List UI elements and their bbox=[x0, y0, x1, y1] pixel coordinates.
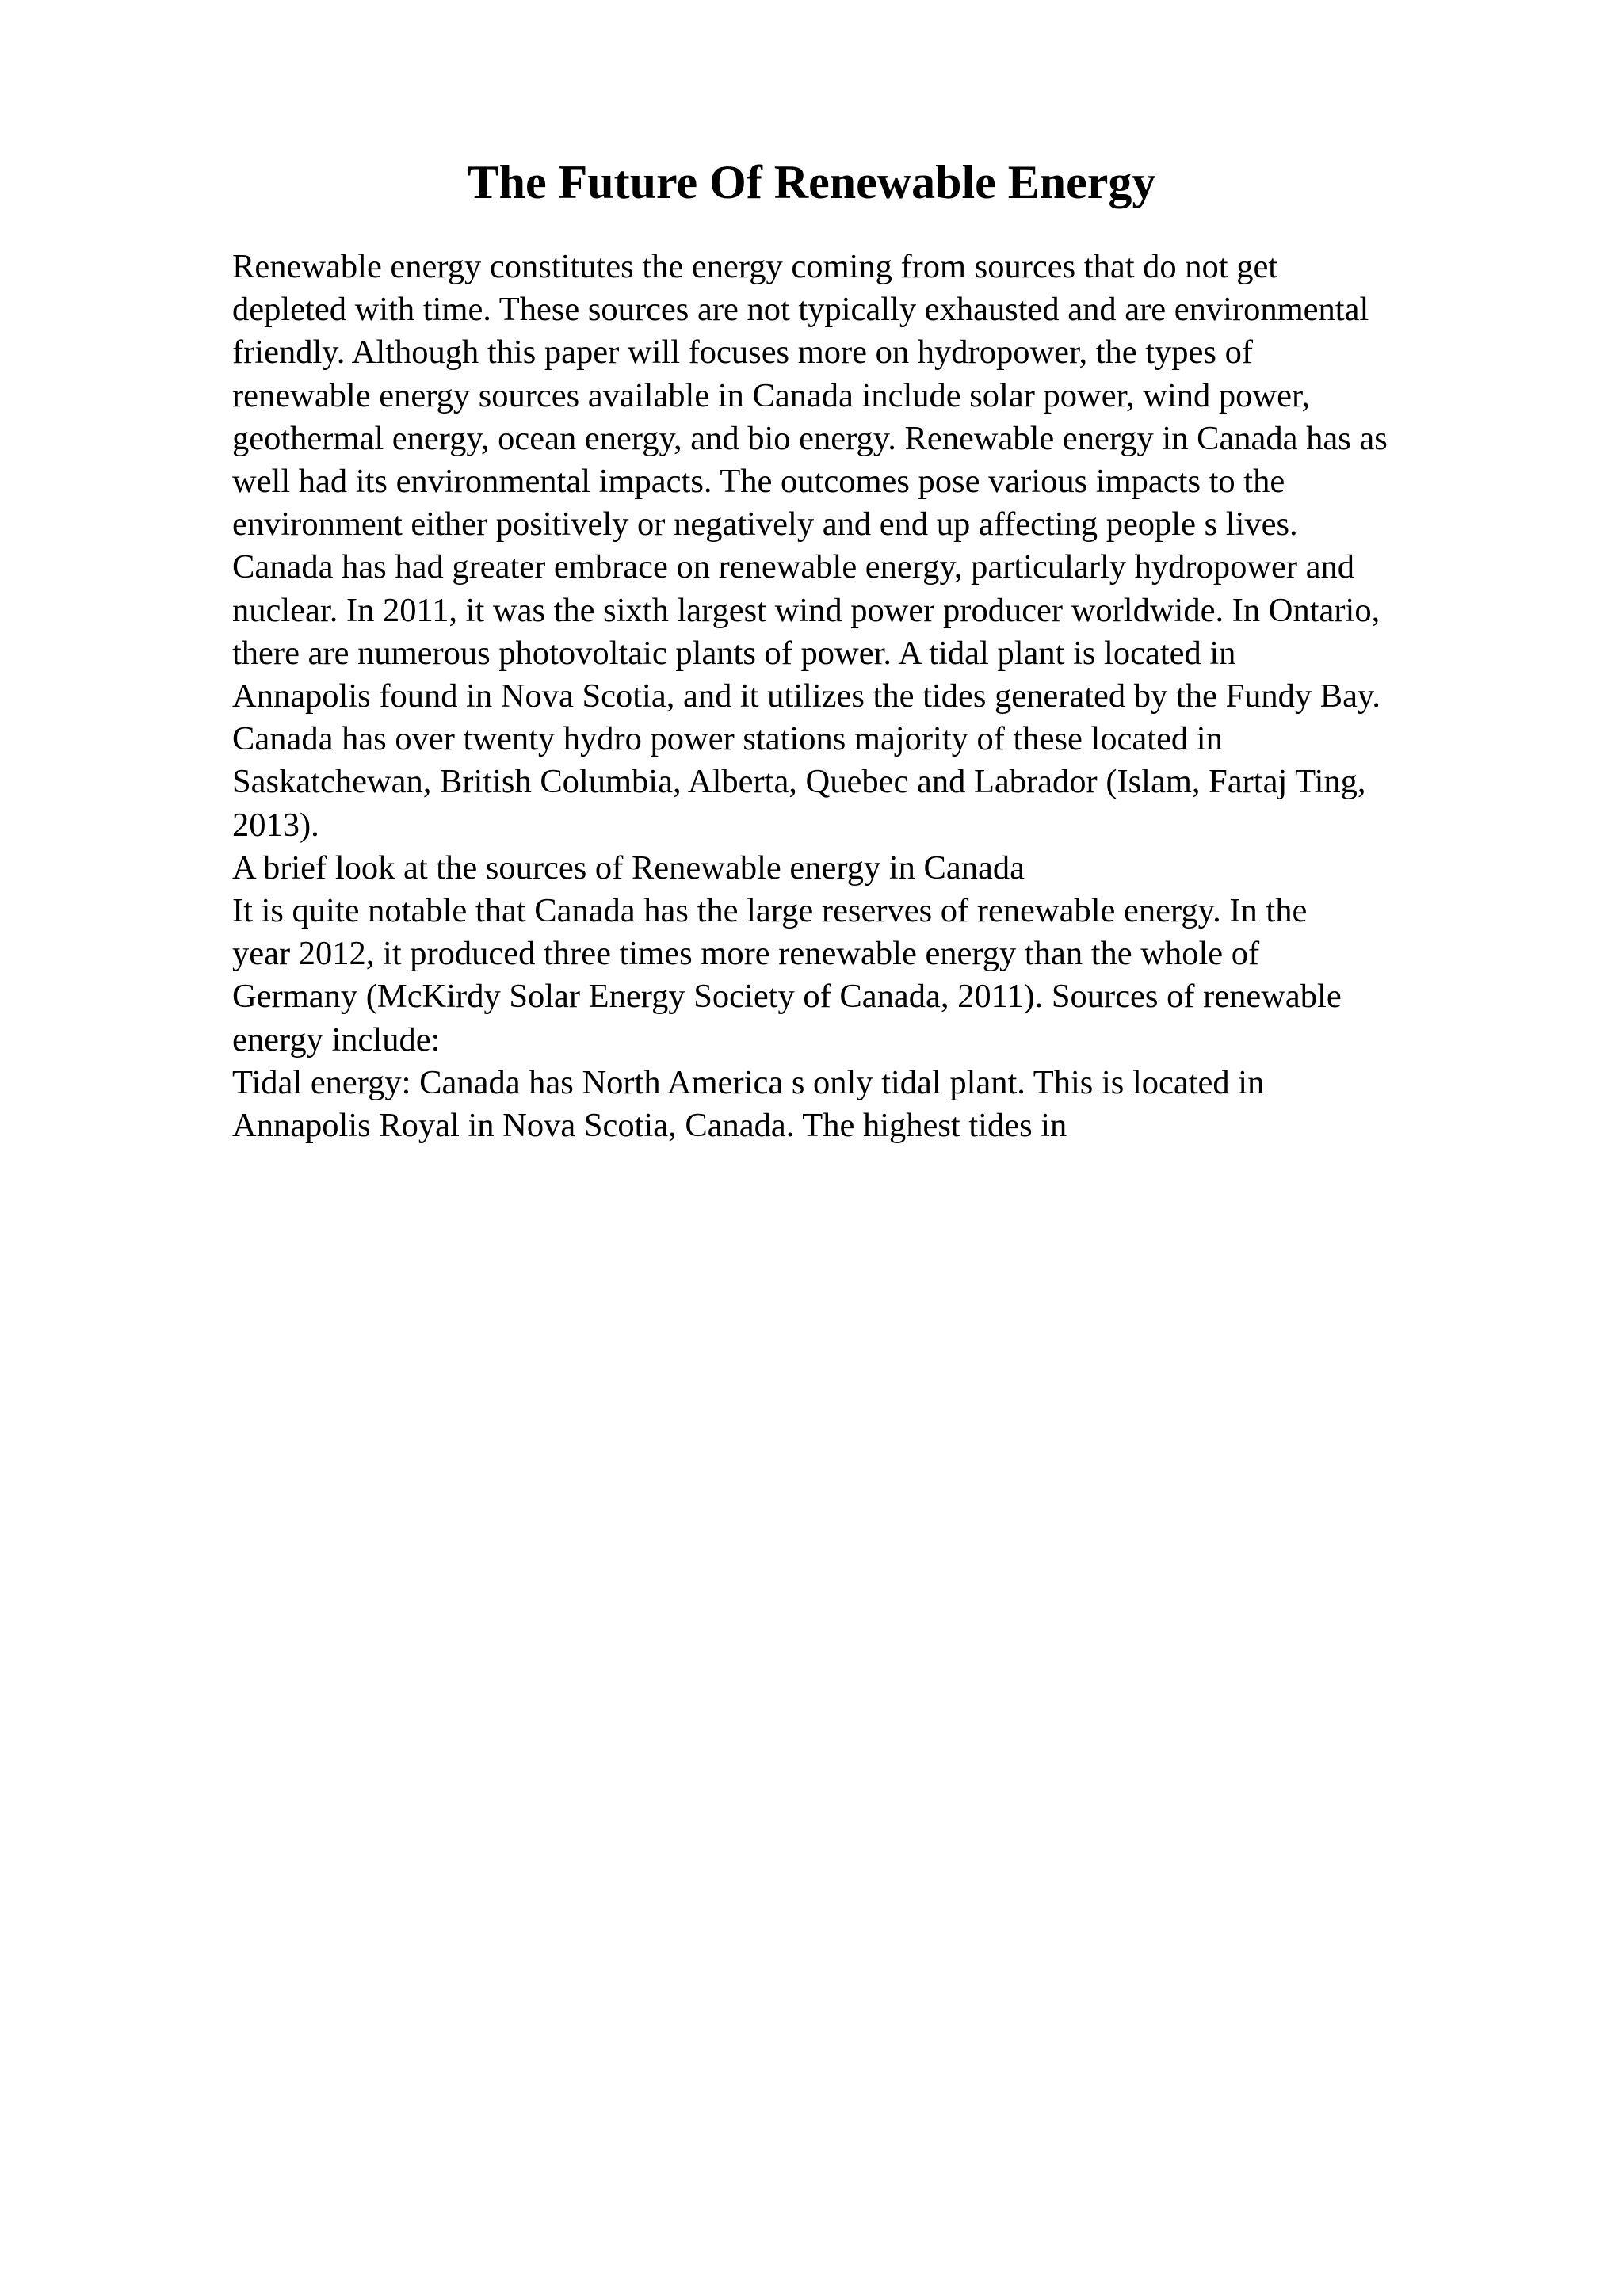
body-line: Tidal energy: Canada has North America s only tidal plant. This is located in bbox=[232, 1063, 1265, 1101]
body-line: geothermal energy, ocean energy, and bio energy. Renewable energy in Canada has as bbox=[232, 419, 1388, 457]
body-line: year 2012, it produced three times more renewable energy than the whole of bbox=[232, 935, 1260, 973]
body-line: 2013). bbox=[232, 806, 319, 844]
body-line: friendly. Although this paper will focuses more on hydropower, the types of bbox=[232, 334, 1253, 372]
body-line: nuclear. In 2011, it was the sixth largest wind power producer worldwide. In Ontario, bbox=[232, 591, 1381, 629]
section-heading-line: A brief look at the sources of Renewable energy in Canada bbox=[232, 849, 1025, 887]
body-line: environment either positively or negatively and end up affecting people s lives. bbox=[232, 505, 1298, 543]
body-line: Renewable energy constitutes the energy coming from sources that do not get bbox=[232, 248, 1278, 285]
document-body bbox=[232, 246, 1516, 1147]
body-line: Canada has had greater embrace on renewable energy, particularly hydropower and bbox=[232, 548, 1355, 586]
body-line: energy include: bbox=[232, 1020, 441, 1058]
body-line: renewable energy sources available in Canada include solar power, wind power, bbox=[232, 376, 1311, 414]
body-line: Saskatchewan, British Columbia, Alberta, Quebec and Labrador (Islam, Fartaj Ting, bbox=[232, 763, 1366, 801]
body-line: there are numerous photovoltaic plants of power. A tidal plant is located in bbox=[232, 634, 1236, 672]
body-line: Canada has over twenty hydro power stations majority of these located in bbox=[232, 720, 1223, 758]
document-title: The Future Of Renewable Energy bbox=[467, 156, 1156, 208]
body-line: It is quite notable that Canada has the large reserves of renewable energy. In the bbox=[232, 892, 1308, 930]
body-line: Germany (McKirdy Solar Energy Society of Canada, 2011). Sources of renewable bbox=[232, 978, 1342, 1016]
body-line: Annapolis found in Nova Scotia, and it utilizes the tides generated by the Fundy Bay. bbox=[232, 677, 1381, 715]
body-line: depleted with time. These sources are not typically exhausted and are environmental bbox=[232, 291, 1369, 329]
body-line: Annapolis Royal in Nova Scotia, Canada. The highest tides in bbox=[232, 1107, 1067, 1145]
body-line: well had its environmental impacts. The outcomes pose various impacts to the bbox=[232, 463, 1285, 501]
